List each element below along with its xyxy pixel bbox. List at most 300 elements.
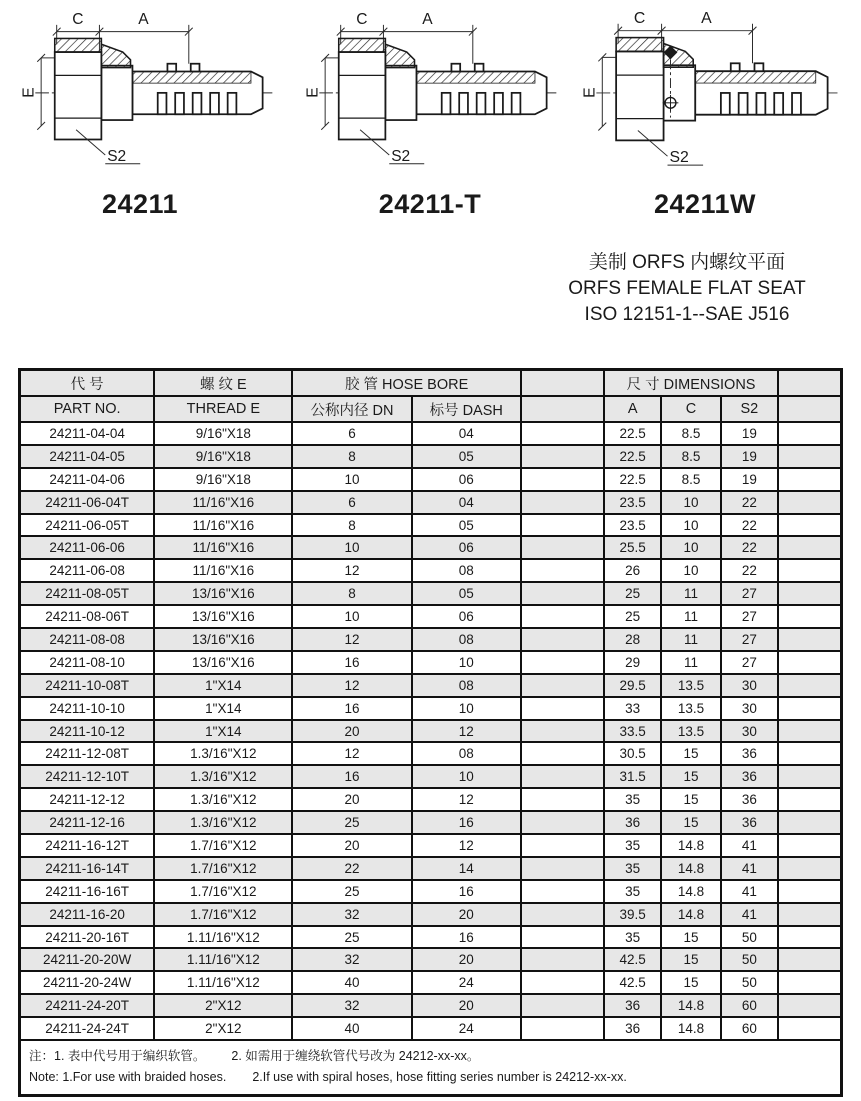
cell-part-no: 24211-04-05 — [20, 445, 155, 468]
table-row — [20, 994, 842, 1017]
table-row — [20, 445, 842, 468]
cell-dim-a: 22.5 — [604, 422, 662, 445]
cell-dn: 10 — [292, 536, 411, 559]
cell-part-no: 24211-04-04 — [20, 422, 155, 445]
table-row — [20, 582, 842, 605]
cell-spacer — [521, 926, 604, 949]
cell-dn: 8 — [292, 445, 411, 468]
header-dash: 标号 DASH — [412, 396, 521, 422]
cell-dim-s2: 27 — [721, 582, 779, 605]
note-row — [20, 1040, 842, 1096]
cell-spacer-right — [778, 582, 841, 605]
cell-dim-c: 13.5 — [661, 674, 720, 697]
cell-part-no: 24211-16-16T — [20, 880, 155, 903]
cell-dash: 05 — [412, 514, 521, 537]
cell-dim-c: 13.5 — [661, 720, 720, 743]
cell-part-no: 24211-04-06 — [20, 468, 155, 491]
cell-part-no: 24211-10-10 — [20, 697, 155, 720]
dim-label-c: C — [72, 10, 84, 28]
cell-dim-a: 33.5 — [604, 720, 662, 743]
header-thread-zh: 螺 纹 E — [154, 370, 292, 397]
header-spacer-bottom-right — [778, 396, 841, 422]
cell-spacer — [521, 514, 604, 537]
cell-dn: 6 — [292, 422, 411, 445]
cell-dash: 20 — [412, 903, 521, 926]
cell-dash: 20 — [412, 994, 521, 1017]
cell-spacer-right — [778, 948, 841, 971]
cell-part-no: 24211-08-08 — [20, 628, 155, 651]
cell-dim-s2: 19 — [721, 468, 779, 491]
cell-part-no: 24211-12-10T — [20, 765, 155, 788]
cell-thread-e: 9/16"X18 — [154, 468, 292, 491]
table-row — [20, 834, 842, 857]
cell-dim-a: 25 — [604, 582, 662, 605]
header-dimensions: 尺 寸 DIMENSIONS — [604, 370, 778, 397]
cell-dim-s2: 41 — [721, 903, 779, 926]
cell-part-no: 24211-20-20W — [20, 948, 155, 971]
table-row — [20, 514, 842, 537]
cell-spacer-right — [778, 605, 841, 628]
header-part-no-zh: 代 号 — [20, 370, 155, 397]
header-dim-a: A — [604, 396, 662, 422]
note-zh-1: 注：1. 表中代号用于编织软管。 — [29, 1049, 206, 1064]
cell-dim-s2: 50 — [721, 926, 779, 949]
cell-dim-c: 14.8 — [661, 994, 720, 1017]
cell-spacer-right — [778, 857, 841, 880]
cell-dash: 12 — [412, 720, 521, 743]
cell-dim-s2: 50 — [721, 948, 779, 971]
fitting-drawing-24211w — [570, 4, 852, 172]
cell-dash: 20 — [412, 948, 521, 971]
header-row-1 — [20, 370, 842, 397]
title-line-zh: 美制 ORFS 内螺纹平面 — [588, 252, 786, 273]
cell-spacer — [521, 468, 604, 491]
cell-dim-a: 22.5 — [604, 445, 662, 468]
cell-dim-c: 11 — [661, 582, 720, 605]
cell-dn: 10 — [292, 468, 411, 491]
note-cell — [20, 1040, 842, 1096]
dim-label-c: C — [633, 9, 646, 27]
cell-part-no: 24211-06-06 — [20, 536, 155, 559]
cell-part-no: 24211-24-24T — [20, 1017, 155, 1040]
cell-part-no: 24211-20-24W — [20, 971, 155, 994]
cell-dn: 16 — [292, 651, 411, 674]
cell-spacer-right — [778, 514, 841, 537]
dim-label-s2: S2 — [107, 147, 127, 165]
table-row — [20, 468, 842, 491]
part-caption-24211w: 24211W — [653, 189, 757, 219]
cell-dim-c: 8.5 — [661, 445, 720, 468]
header-spacer-bottom — [521, 396, 604, 422]
cell-part-no: 24211-12-12 — [20, 788, 155, 811]
table-row — [20, 491, 842, 514]
cell-dim-c: 15 — [661, 788, 720, 811]
cell-dim-s2: 22 — [721, 559, 779, 582]
cell-dim-c: 15 — [661, 926, 720, 949]
cell-dim-s2: 27 — [721, 628, 779, 651]
table-row — [20, 903, 842, 926]
cell-spacer — [521, 720, 604, 743]
cell-spacer-right — [778, 788, 841, 811]
cell-dim-s2: 27 — [721, 651, 779, 674]
cell-dim-c: 10 — [661, 491, 720, 514]
cell-part-no: 24211-10-08T — [20, 674, 155, 697]
cell-thread-e: 1.7/16"X12 — [154, 903, 292, 926]
cell-spacer-right — [778, 971, 841, 994]
cell-dim-s2: 27 — [721, 605, 779, 628]
cell-dim-c: 8.5 — [661, 422, 720, 445]
cell-dn: 32 — [292, 948, 411, 971]
cell-spacer-right — [778, 811, 841, 834]
cell-dim-a: 23.5 — [604, 491, 662, 514]
note-zh-2: 2. 如需用于缠绕软管代号改为 24212-xx-xx。 — [231, 1049, 480, 1064]
cell-dash: 10 — [412, 697, 521, 720]
cell-dn: 40 — [292, 1017, 411, 1040]
cell-dn: 40 — [292, 971, 411, 994]
cell-dn: 20 — [292, 834, 411, 857]
dim-label-a: A — [701, 9, 712, 27]
cell-spacer-right — [778, 491, 841, 514]
cell-dim-a: 36 — [604, 811, 662, 834]
cell-dash: 10 — [412, 765, 521, 788]
cell-thread-e: 1.3/16"X12 — [154, 811, 292, 834]
cell-part-no: 24211-10-12 — [20, 720, 155, 743]
cell-thread-e: 11/16"X16 — [154, 514, 292, 537]
part-caption-24211-t: 24211-T — [378, 189, 482, 219]
cell-spacer — [521, 674, 604, 697]
note-line-zh — [29, 1046, 832, 1067]
dim-label-c: C — [356, 10, 368, 28]
cell-spacer — [521, 880, 604, 903]
cell-part-no: 24211-24-20T — [20, 994, 155, 1017]
cell-dim-a: 36 — [604, 1017, 662, 1040]
header-row-2 — [20, 396, 842, 422]
cell-thread-e: 1.7/16"X12 — [154, 880, 292, 903]
cell-dim-c: 10 — [661, 536, 720, 559]
table-row — [20, 559, 842, 582]
cell-part-no: 24211-06-08 — [20, 559, 155, 582]
table-row — [20, 422, 842, 445]
cell-dn: 22 — [292, 857, 411, 880]
cell-dim-s2: 60 — [721, 1017, 779, 1040]
cell-spacer — [521, 582, 604, 605]
cell-thread-e: 1.3/16"X12 — [154, 742, 292, 765]
cell-dn: 12 — [292, 674, 411, 697]
cell-dim-a: 29.5 — [604, 674, 662, 697]
table-body — [20, 422, 842, 1040]
table-row — [20, 926, 842, 949]
cell-spacer — [521, 811, 604, 834]
header-spacer-top — [521, 370, 604, 397]
cell-dash: 16 — [412, 926, 521, 949]
cell-thread-e: 9/16"X18 — [154, 445, 292, 468]
fitting-drawing-24211-t — [296, 4, 568, 172]
cell-dim-s2: 50 — [721, 971, 779, 994]
cell-dim-s2: 22 — [721, 536, 779, 559]
cell-dn: 12 — [292, 628, 411, 651]
cell-dim-s2: 30 — [721, 674, 779, 697]
cell-part-no: 24211-08-10 — [20, 651, 155, 674]
title-line-en: ORFS FEMALE FLAT SEAT — [568, 278, 806, 299]
header-hose-bore: 胶 管 HOSE BORE — [292, 370, 521, 397]
cell-dim-s2: 36 — [721, 742, 779, 765]
cell-spacer — [521, 605, 604, 628]
cell-dim-s2: 19 — [721, 445, 779, 468]
table-row — [20, 674, 842, 697]
table-row — [20, 720, 842, 743]
cell-dash: 06 — [412, 605, 521, 628]
header-dim-c: C — [661, 396, 720, 422]
cell-spacer-right — [778, 834, 841, 857]
dim-label-s2: S2 — [391, 147, 411, 165]
cell-dim-c: 11 — [661, 628, 720, 651]
title-line-standard: ISO 12151-1--SAE J516 — [584, 304, 790, 325]
table-row — [20, 651, 842, 674]
table-footer — [20, 1040, 842, 1096]
cell-dim-s2: 60 — [721, 994, 779, 1017]
cell-dim-c: 14.8 — [661, 1017, 720, 1040]
cell-dim-c: 11 — [661, 651, 720, 674]
cell-thread-e: 1.11/16"X12 — [154, 948, 292, 971]
cell-dim-a: 28 — [604, 628, 662, 651]
cell-spacer-right — [778, 674, 841, 697]
cell-spacer-right — [778, 697, 841, 720]
cell-dim-s2: 41 — [721, 834, 779, 857]
cell-spacer — [521, 628, 604, 651]
cell-dash: 08 — [412, 559, 521, 582]
cell-thread-e: 13/16"X16 — [154, 651, 292, 674]
cell-thread-e: 13/16"X16 — [154, 605, 292, 628]
cell-dn: 25 — [292, 926, 411, 949]
table-row — [20, 1017, 842, 1040]
cell-thread-e: 13/16"X16 — [154, 628, 292, 651]
cell-dash: 10 — [412, 651, 521, 674]
cell-spacer — [521, 857, 604, 880]
cell-dim-c: 10 — [661, 559, 720, 582]
cell-spacer — [521, 491, 604, 514]
note-en-2: 2.If use with spiral hoses, hose fitting series number is 24212-xx-xx. — [252, 1070, 627, 1085]
cell-dash: 12 — [412, 788, 521, 811]
cell-dim-a: 26 — [604, 559, 662, 582]
cell-part-no: 24211-06-05T — [20, 514, 155, 537]
cell-dash: 16 — [412, 880, 521, 903]
cell-dim-a: 29 — [604, 651, 662, 674]
cell-dim-a: 42.5 — [604, 971, 662, 994]
table-row — [20, 605, 842, 628]
cell-dim-s2: 19 — [721, 422, 779, 445]
cell-dim-c: 15 — [661, 971, 720, 994]
table-row — [20, 948, 842, 971]
cell-dim-a: 22.5 — [604, 468, 662, 491]
cell-dim-c: 15 — [661, 948, 720, 971]
cell-spacer — [521, 445, 604, 468]
cell-dim-s2: 36 — [721, 765, 779, 788]
cell-thread-e: 1.3/16"X12 — [154, 788, 292, 811]
fitting-24211-svg — [12, 4, 284, 172]
header-thread-en: THREAD E — [154, 396, 292, 422]
cell-thread-e: 1.7/16"X12 — [154, 834, 292, 857]
cell-spacer — [521, 788, 604, 811]
cell-dash: 16 — [412, 811, 521, 834]
cell-dn: 10 — [292, 605, 411, 628]
cell-dim-a: 35 — [604, 788, 662, 811]
cell-spacer-right — [778, 628, 841, 651]
cell-dn: 32 — [292, 903, 411, 926]
cell-dim-c: 11 — [661, 605, 720, 628]
cell-dim-s2: 41 — [721, 857, 779, 880]
header-dn: 公称内径 DN — [292, 396, 411, 422]
cell-spacer-right — [778, 926, 841, 949]
cell-thread-e: 11/16"X16 — [154, 559, 292, 582]
cell-spacer — [521, 948, 604, 971]
cell-dash: 06 — [412, 536, 521, 559]
cell-thread-e: 2"X12 — [154, 1017, 292, 1040]
cell-part-no: 24211-16-20 — [20, 903, 155, 926]
table-header — [20, 370, 842, 423]
cell-spacer-right — [778, 720, 841, 743]
cell-spacer-right — [778, 422, 841, 445]
table-row — [20, 536, 842, 559]
cell-dash: 04 — [412, 422, 521, 445]
fitting-24211w-svg — [570, 4, 852, 172]
dim-label-a: A — [422, 10, 433, 28]
cell-spacer — [521, 559, 604, 582]
cell-dim-a: 35 — [604, 880, 662, 903]
cell-thread-e: 1"X14 — [154, 697, 292, 720]
cell-dim-a: 39.5 — [604, 903, 662, 926]
cell-dn: 12 — [292, 742, 411, 765]
cell-thread-e: 1"X14 — [154, 720, 292, 743]
cell-thread-e: 1.11/16"X12 — [154, 971, 292, 994]
dim-label-s2: S2 — [669, 149, 689, 167]
title-block — [496, 250, 861, 328]
cell-thread-e: 11/16"X16 — [154, 491, 292, 514]
cell-part-no: 24211-20-16T — [20, 926, 155, 949]
cell-dim-s2: 30 — [721, 720, 779, 743]
cell-spacer-right — [778, 1017, 841, 1040]
cell-dn: 25 — [292, 880, 411, 903]
cell-spacer — [521, 1017, 604, 1040]
cell-thread-e: 2"X12 — [154, 994, 292, 1017]
cell-thread-e: 11/16"X16 — [154, 536, 292, 559]
part-caption-24211: 24211 — [101, 189, 179, 219]
cell-part-no: 24211-16-12T — [20, 834, 155, 857]
table-row — [20, 765, 842, 788]
cell-spacer-right — [778, 468, 841, 491]
cell-dn: 32 — [292, 994, 411, 1017]
cell-spacer-right — [778, 559, 841, 582]
cell-dim-a: 25.5 — [604, 536, 662, 559]
cell-spacer — [521, 834, 604, 857]
cell-dash: 12 — [412, 834, 521, 857]
cell-dash: 08 — [412, 628, 521, 651]
cell-dim-a: 42.5 — [604, 948, 662, 971]
cell-spacer — [521, 903, 604, 926]
cell-dim-a: 31.5 — [604, 765, 662, 788]
dim-label-e: E — [581, 87, 599, 98]
cell-dim-a: 35 — [604, 926, 662, 949]
cell-spacer-right — [778, 880, 841, 903]
cell-dim-c: 8.5 — [661, 468, 720, 491]
cell-part-no: 24211-08-06T — [20, 605, 155, 628]
cell-dim-a: 35 — [604, 834, 662, 857]
cell-spacer-right — [778, 903, 841, 926]
cell-part-no: 24211-08-05T — [20, 582, 155, 605]
cell-spacer-right — [778, 445, 841, 468]
cell-spacer — [521, 765, 604, 788]
cell-part-no: 24211-12-08T — [20, 742, 155, 765]
cell-dim-a: 25 — [604, 605, 662, 628]
cell-dim-c: 13.5 — [661, 697, 720, 720]
cell-spacer-right — [778, 651, 841, 674]
cell-thread-e: 9/16"X18 — [154, 422, 292, 445]
cell-dim-s2: 22 — [721, 491, 779, 514]
note-line-en — [29, 1067, 832, 1088]
cell-dn: 20 — [292, 788, 411, 811]
cell-dash: 08 — [412, 674, 521, 697]
cell-dim-s2: 30 — [721, 697, 779, 720]
cell-thread-e: 1.3/16"X12 — [154, 765, 292, 788]
cell-dim-c: 14.8 — [661, 903, 720, 926]
table-row — [20, 811, 842, 834]
cell-dn: 25 — [292, 811, 411, 834]
cell-spacer — [521, 971, 604, 994]
cell-thread-e: 1"X14 — [154, 674, 292, 697]
cell-dn: 16 — [292, 765, 411, 788]
spec-table — [18, 368, 843, 1097]
cell-dim-a: 33 — [604, 697, 662, 720]
cell-dim-c: 14.8 — [661, 834, 720, 857]
cell-dim-a: 23.5 — [604, 514, 662, 537]
cell-spacer-right — [778, 994, 841, 1017]
header-dim-s2: S2 — [721, 396, 779, 422]
cell-dim-c: 14.8 — [661, 880, 720, 903]
table-row — [20, 971, 842, 994]
table-row — [20, 788, 842, 811]
table-row — [20, 628, 842, 651]
cell-thread-e: 1.7/16"X12 — [154, 857, 292, 880]
cell-dash: 24 — [412, 971, 521, 994]
cell-part-no: 24211-12-16 — [20, 811, 155, 834]
cell-dash: 14 — [412, 857, 521, 880]
cell-dim-a: 35 — [604, 857, 662, 880]
cell-dim-s2: 22 — [721, 514, 779, 537]
cell-dash: 04 — [412, 491, 521, 514]
dim-label-e: E — [304, 87, 322, 98]
cell-thread-e: 1.11/16"X12 — [154, 926, 292, 949]
cell-dn: 16 — [292, 697, 411, 720]
table-row — [20, 880, 842, 903]
cell-spacer — [521, 422, 604, 445]
table-row — [20, 857, 842, 880]
cell-dn: 6 — [292, 491, 411, 514]
cell-thread-e: 13/16"X16 — [154, 582, 292, 605]
fitting-drawing-24211 — [12, 4, 284, 172]
cell-dim-a: 36 — [604, 994, 662, 1017]
cell-dim-s2: 41 — [721, 880, 779, 903]
header-spacer-top-right — [778, 370, 841, 397]
cell-dim-a: 30.5 — [604, 742, 662, 765]
cell-dash: 05 — [412, 582, 521, 605]
cell-dash: 06 — [412, 468, 521, 491]
header-part-no-en: PART NO. — [20, 396, 155, 422]
cell-dim-s2: 36 — [721, 811, 779, 834]
cell-dim-c: 15 — [661, 742, 720, 765]
table-row — [20, 697, 842, 720]
note-en-1: Note: 1.For use with braided hoses. — [29, 1070, 227, 1085]
cell-dn: 8 — [292, 582, 411, 605]
cell-dash: 24 — [412, 1017, 521, 1040]
